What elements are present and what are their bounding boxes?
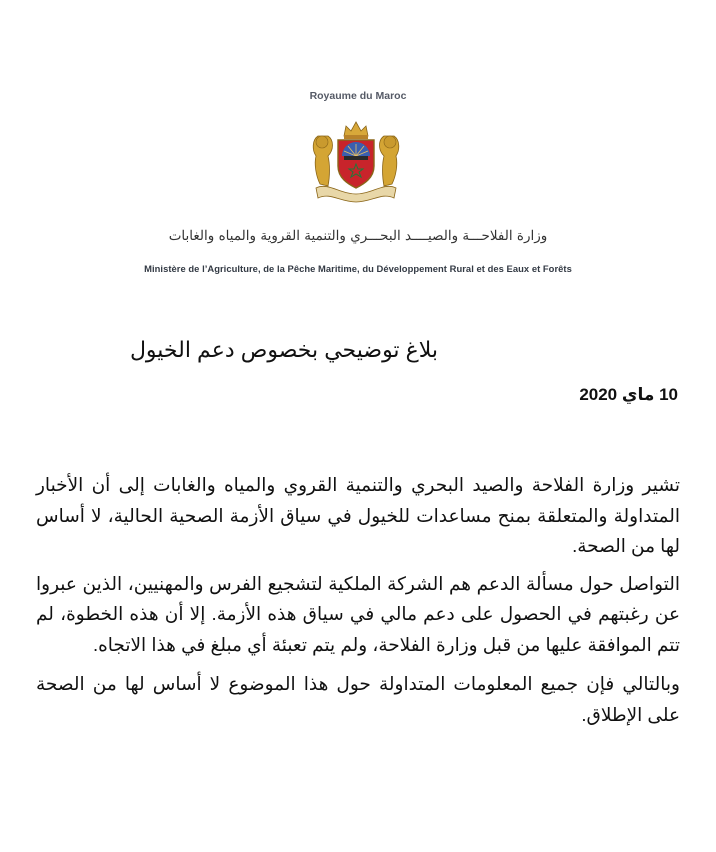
paragraph: التواصل حول مسألة الدعم هم الشركة الملكية لتشجيع الفرس والمهنيين، الذين عبروا عن رغبتهم في الحصول على دعم مالي في سياق هذه الأزمة. إلا أن هذه الخطوة، لم تتم الموافقة عليها من قبل وزارة الفلاحة، ولم يتم تعبئة أي مبلغ في هذا الاتجاه. [36,572,680,655]
left-lion-icon [313,136,332,186]
ministry-name-arabic: وزارة الفلاحـــة والصيــــد البحـــري والتنمية القروية والمياه والغابات [168,228,548,244]
shield-icon [338,140,374,188]
document-body [36,470,680,737]
coat-of-arms-icon [308,118,404,206]
document-date: 10 ماي 2020 [579,385,678,404]
crown-icon [344,122,368,139]
kingdom-heading: Royaume du Maroc [309,90,407,102]
ministry-name-french: Ministère de l’Agriculture, de la Pêche Maritime, du Développement Rural et des Eaux et Forêts [144,263,572,274]
right-lion-icon [380,136,399,186]
paragraph: تشير وزارة الفلاحة والصيد البحري والتنمية القروي والمياه والغابات إلى أن الأخبار المتداولة والمتعلقة بمنح مساعدات للخيول في سياق الأزمة الصحية الحالية، لا أساس لها من الصحة. [36,474,680,556]
document-title: بلاغ توضيحي بخصوص دعم الخيول [129,337,439,362]
paragraph: وبالتالي فإن جميع المعلومات المتداولة حول هذا الموضوع لا أساس لها من الصحة على الإطلاق. [36,673,680,725]
